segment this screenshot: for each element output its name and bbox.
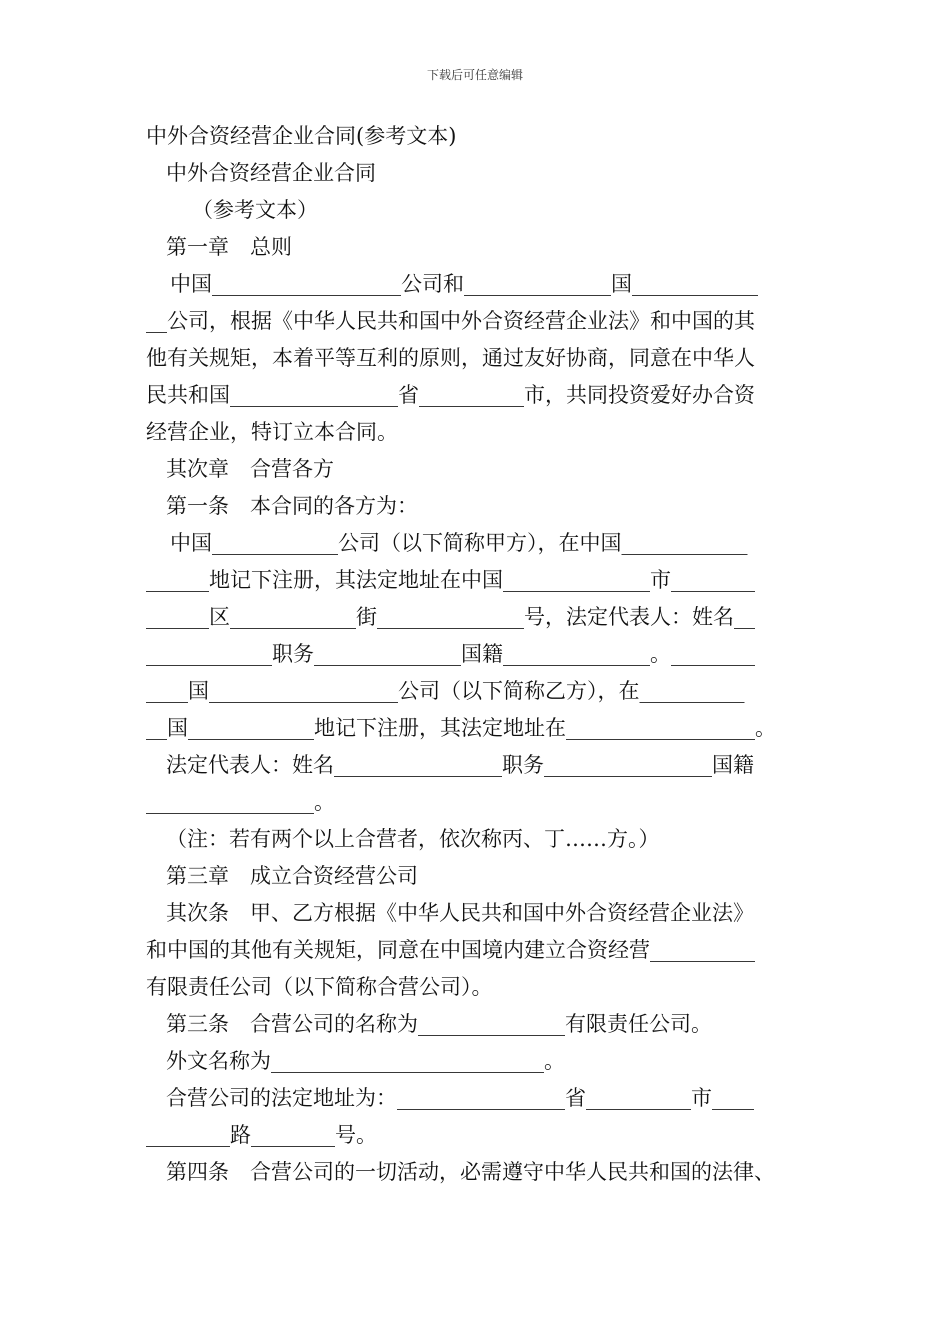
doc-line: __公司，根据《中华人民共和国中外合资经营企业法》和中国的其 (146, 309, 755, 333)
page-header-note: 下载后可任意编辑 (426, 68, 523, 82)
doc-line: ______地记下注册，其法定地址在中国______________市________ (146, 568, 755, 592)
doc-line: 中外合资经营企业合同 (166, 161, 376, 185)
doc-line: 第一章 总则 (166, 235, 292, 259)
doc-line: 有限责任公司（以下简称合营公司）。 (146, 975, 493, 999)
doc-line: 第三章 成立合资经营公司 (166, 864, 418, 888)
doc-line: 合营公司的法定地址为：________________省__________市____ (166, 1086, 754, 1110)
doc-line: ________路________号。 (146, 1123, 377, 1147)
doc-line: ______区____________街______________号，法定代表人：姓名__ (146, 605, 755, 629)
doc-line: 第三条 合营公司的名称为______________有限责任公司。 (166, 1012, 712, 1036)
document-body (146, 118, 808, 1191)
doc-line: 第四条 合营公司的一切活动，必需遵守中华人民共和国的法律、 (166, 1160, 775, 1184)
doc-line: 中国____________公司（以下简称甲方），在中国____________ (170, 531, 748, 555)
doc-line: 民共和国________________省__________市，共同投资爱好办合资 (146, 383, 755, 407)
doc-line: 和中国的其他有关规矩，同意在中国境内建立合资经营__________ (146, 938, 755, 962)
doc-line: 经营企业，特订立本合同。 (146, 420, 398, 444)
doc-line: ____国__________________公司（以下简称乙方），在__________ (146, 679, 745, 703)
doc-line: ________________。 (146, 790, 335, 814)
doc-line: 中国__________________公司和______________国____________ (170, 272, 758, 296)
doc-line: 其次章 合营各方 (166, 457, 334, 481)
doc-line: ____________职务______________国籍______________。________ (146, 642, 755, 666)
doc-line: 法定代表人：姓名________________职务________________国籍 (166, 753, 754, 777)
doc-line: （参考文本） (192, 198, 318, 222)
doc-line: 外文名称为__________________________。 (166, 1049, 565, 1073)
doc-line: __国____________地记下注册，其法定地址在__________________。 (146, 716, 776, 740)
doc-line: 其次条 甲、乙方根据《中华人民共和国中外合资经营企业法》 (166, 901, 754, 925)
doc-line: （注：若有两个以上合营者，依次称丙、丁……方。） (166, 827, 660, 851)
doc-line: 第一条 本合同的各方为： (166, 494, 418, 518)
doc-line: 中外合资经营企业合同(参考文本) (146, 124, 457, 148)
doc-line: 他有关规矩，本着平等互利的原则，通过友好协商，同意在中华人 (146, 346, 755, 370)
